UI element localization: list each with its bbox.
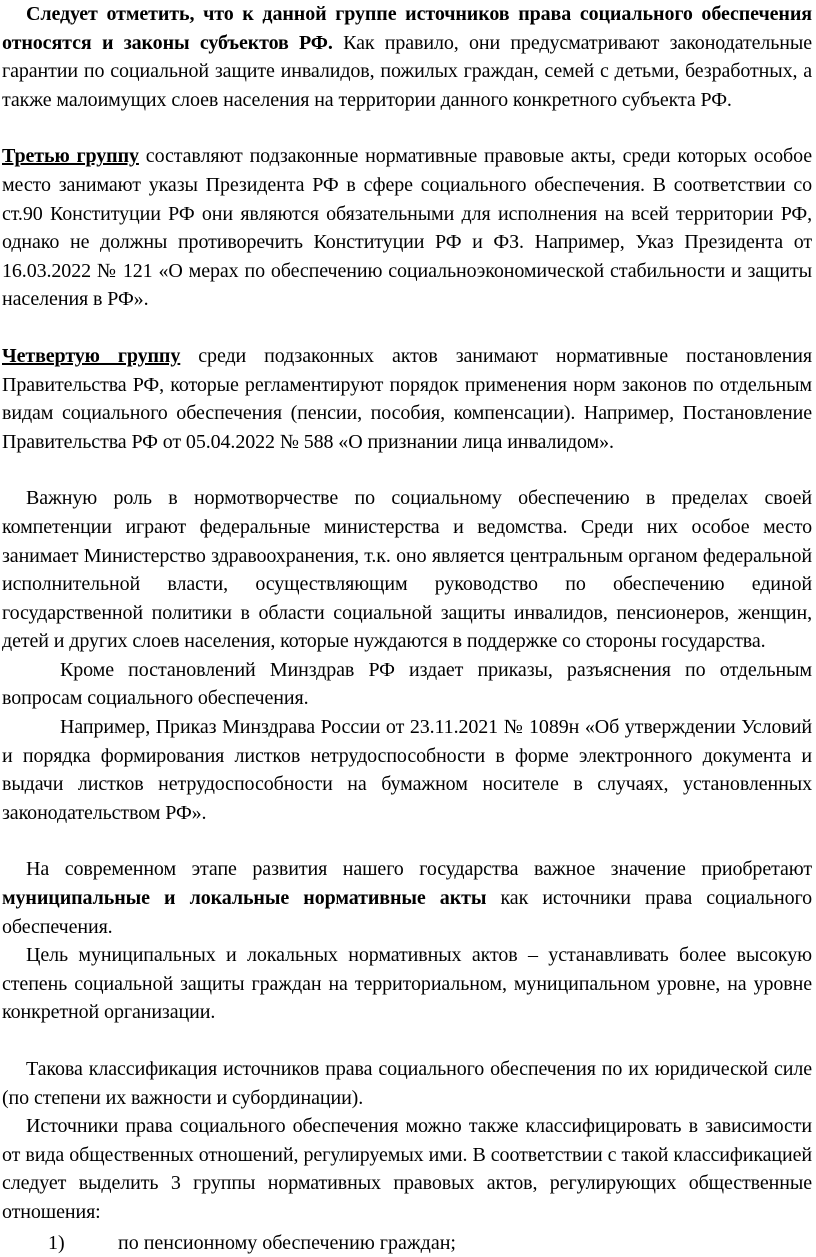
- paragraph-municipal-goal: Цель муниципальных и локальных нормативных актов – устанавливать более высокую степень социальной защиты граждан на территориальном, муниципальном уровне, на уровне конкретной организации.: [2, 944, 812, 1024]
- paragraph-text: среди подзаконных актов занимают нормативные постановления Правительства РФ, которые регламентируют порядок применения норм законов по отдельным видам социального обеспечения (пенсии, пособия, компенсации). Например, Постановление Правительства РФ от 05.04.2022 № 588 «О признании лица инвалидом».: [2, 344, 812, 453]
- paragraph-example-order: Например, Приказ Минздрава России от 23.11.2021 № 1089н «Об утверждении Условий и порядка формирования листков нетрудоспособности в форме электронного документа и выдачи листков нетрудоспособности на бумажном носителе в случаях, установленных законодательством РФ».: [2, 716, 812, 824]
- bold-term: муниципальные и локальные нормативные акты: [2, 887, 487, 910]
- list-item: [2, 1229, 812, 1257]
- paragraph-text: составляют подзаконные нормативные правовые акты, среди которых особое место занимают указы Президента РФ в сфере социального обеспечения. В соответствии со ст.90 Конституции РФ они являются обязательными для исполнения на всей территории РФ, однако не должны противоречить Конституции РФ и ФЗ. Например, Указ Президента от 16.03.2022 № 121 «О мерах по обеспечению социальноэкономической стабильности и защиты населения в РФ».: [2, 145, 812, 311]
- paragraph-minzdrav-orders: Кроме постановлений Минздрав РФ издает приказы, разъяснения по отдельным вопросам социального обеспечения.: [2, 658, 812, 710]
- paragraph-text: Как правило, они предусматривают законодательные гарантии по социальной защите инвалидов, пожилых граждан, семей с детьми, безработных, а также малоимущих слоев населения на территории данного конкретного субъекта РФ.: [2, 31, 813, 111]
- paragraph-third-group: [2, 142, 812, 314]
- underlined-heading: Четвертую группу: [2, 344, 181, 367]
- paragraph-ministries: Важную роль в нормотворчестве по социальному обеспечению в пределах своей компетенции играют федеральные министерства и ведомства. Среди них особое место занимает Министерство здравоохранения, т.к. оно является центральным органом федеральной исполнительной власти, осуществляющим руководство по обеспечению единой государственной политики в области социальной защиты инвалидов, пенсионеров, женщин, детей и других слоев населения, которые нуждаются в поддержке со стороны государства.: [2, 487, 812, 653]
- paragraph-fourth-group: [2, 342, 812, 456]
- list-item-text: по пенсионному обеспечению граждан;: [118, 1231, 456, 1254]
- underlined-heading: Третью группу: [2, 145, 139, 168]
- paragraph-municipal-acts: [2, 855, 812, 941]
- paragraph-classification-social: Источники права социального обеспечения можно также классифицировать в зависимости от вида общественных отношений, регулируемых ими. В соответствии с такой классификацией следует выделить 3 группы нормативных правовых актов, регулирующих общественные отношения:: [2, 1115, 812, 1223]
- list-item-number: 1): [48, 1231, 65, 1254]
- paragraph-text: На современном этапе развития нашего государства важное значение приобретают: [26, 858, 812, 881]
- paragraph-classification: Такова классификация источников права социального обеспечения по их юридической силе (по степени их важности и субординации).: [2, 1058, 812, 1109]
- bold-lead-text: Следует отметить, что к данной группе источников права социального обеспечения относятся и законы субъектов РФ.: [2, 3, 812, 54]
- paragraph-regional-laws: [2, 0, 812, 114]
- paragraph-text: как источники права социального обеспечения.: [2, 887, 813, 938]
